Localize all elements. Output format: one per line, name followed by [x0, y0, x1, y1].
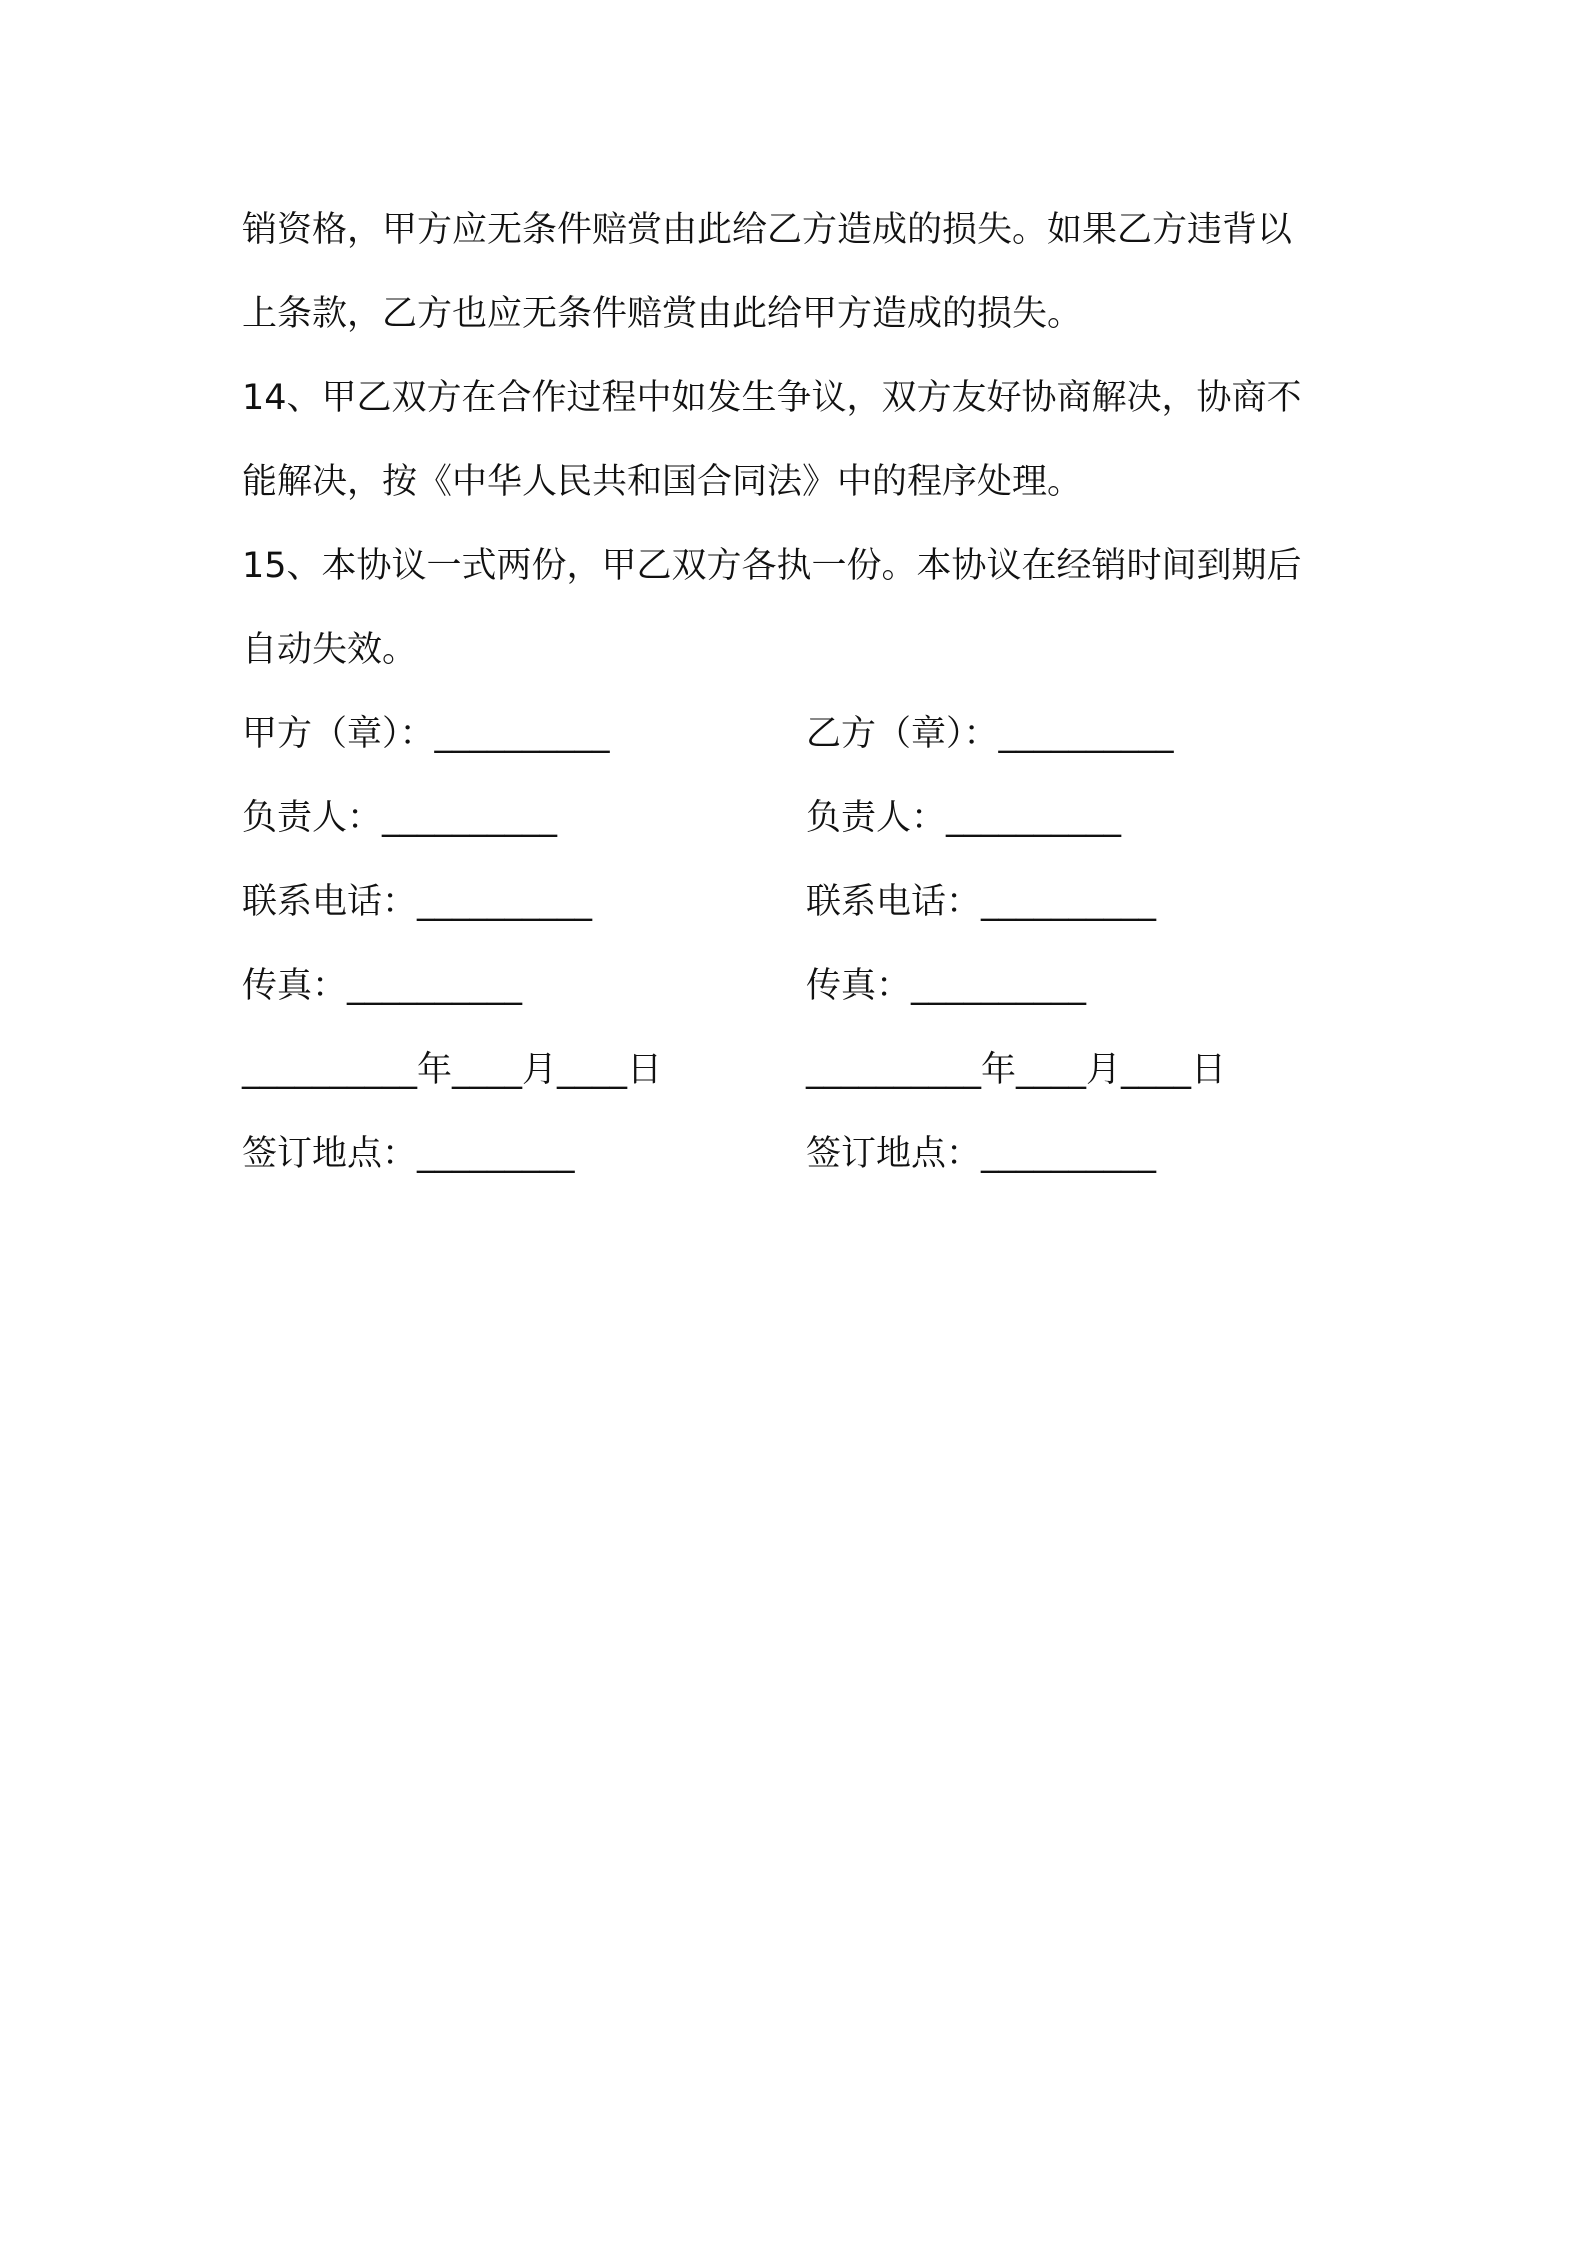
party-a-seal: 甲方（章）：__________ — [242, 714, 610, 754]
clause-15-line: 自动失效。 — [242, 630, 418, 670]
signature-row-location — [242, 1112, 1356, 1196]
party-b-phone: 联系电话：__________ — [806, 882, 1157, 922]
signature-block — [242, 692, 1356, 1196]
clause-14-line: 能解决，按《中华人民共和国合同法》中的程序处理。 — [242, 462, 1083, 502]
paragraph-line: 销资格，甲方应无条件赔赏由此给乙方造成的损失。如果乙方违背以 — [242, 210, 1293, 250]
party-a-date: __________年____月____日 — [242, 1050, 663, 1090]
party-b-representative: 负责人：__________ — [806, 798, 1122, 838]
party-b-fax: 传真：__________ — [806, 966, 1087, 1006]
signature-row-seal — [242, 692, 1356, 776]
signature-row-phone — [242, 860, 1356, 944]
signature-row-fax — [242, 944, 1356, 1028]
party-a-location: 签订地点：_________ — [242, 1134, 575, 1174]
party-a-fax: 传真：__________ — [242, 966, 523, 1006]
agreement-body — [242, 188, 1356, 692]
clause-14-line: 14、甲乙双方在合作过程中如发生争议，双方友好协商解决，协商不 — [242, 378, 1302, 418]
signature-row-representative — [242, 776, 1356, 860]
party-a-phone: 联系电话：__________ — [242, 882, 593, 922]
party-a-representative: 负责人：__________ — [242, 798, 558, 838]
party-b-location: 签订地点：__________ — [806, 1134, 1157, 1174]
signature-row-date — [242, 1028, 1356, 1112]
paragraph-line: 上条款，乙方也应无条件赔赏由此给甲方造成的损失。 — [242, 294, 1083, 334]
clause-15-line: 15、本协议一式两份，甲乙双方各执一份。本协议在经销时间到期后 — [242, 546, 1302, 586]
party-b-seal: 乙方（章）：__________ — [806, 714, 1174, 754]
party-b-date: __________年____月____日 — [806, 1050, 1227, 1090]
